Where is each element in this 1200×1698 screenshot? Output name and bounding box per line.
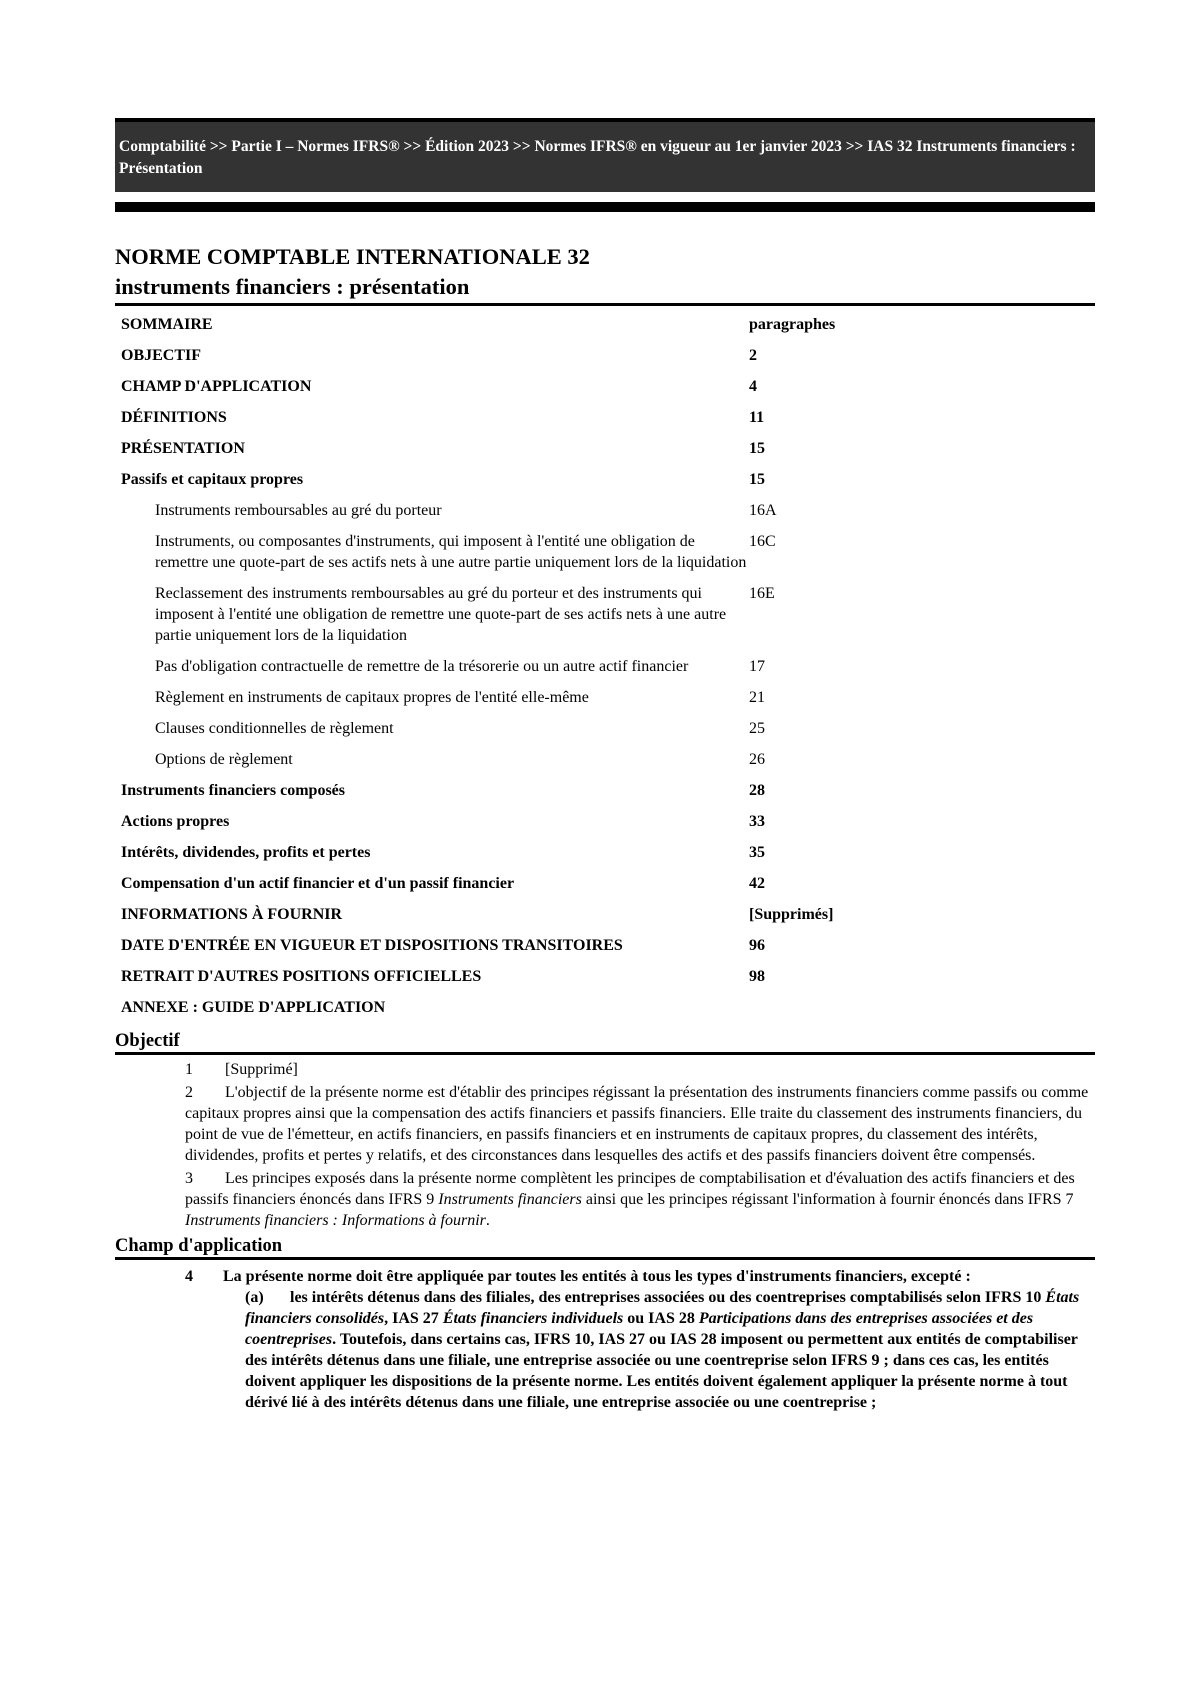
toc-header	[115, 314, 1095, 335]
toc-row	[115, 718, 1095, 739]
toc-label: Options de règlement	[155, 751, 293, 768]
toc-row	[115, 438, 1095, 459]
toc-num: 16A	[749, 502, 777, 519]
toc-num: 98	[749, 968, 765, 985]
toc-label: OBJECTIF	[121, 347, 202, 364]
paragraph-3	[115, 1168, 1095, 1231]
toc-num: 26	[749, 751, 765, 768]
toc-label: Instruments, ou composantes d'instruments, qui imposent à l'entité une obligation de remettre une quote-part de ses actifs nets à une autre partie uniquement lors de la liquidation	[155, 533, 747, 571]
paragraph-text: La présente norme doit être appliquée par toutes les entités à tous les types d'instruments financiers, excepté :	[223, 1268, 971, 1285]
toc-num: 42	[749, 875, 765, 892]
toc-label: Règlement en instruments de capitaux propres de l'entité elle-même	[155, 689, 589, 706]
list-label: (a)	[245, 1289, 264, 1306]
toc-num: 28	[749, 782, 765, 799]
standard-title: États financiers consolidés	[245, 1289, 1080, 1327]
standard-title: Participations dans des entreprises associées et des coentreprises	[245, 1310, 1034, 1348]
toc-label: Intérêts, dividendes, profits et pertes	[121, 844, 371, 861]
title-line-1: NORME COMPTABLE INTERNATIONALE 32	[115, 244, 590, 269]
toc-row	[115, 407, 1095, 428]
toc-label: Pas d'obligation contractuelle de remettre de la trésorerie ou un autre actif financier	[155, 658, 689, 675]
toc-num: 25	[749, 720, 765, 737]
toc-row	[115, 500, 1095, 521]
section-rule	[115, 1257, 1095, 1260]
paragraph-text: les intérêts détenus dans des filiales, des entreprises associées ou des coentreprises comptabilisés selon IFRS 10	[290, 1289, 1046, 1306]
toc-num: 15	[749, 471, 765, 488]
table-of-contents	[115, 314, 1095, 1018]
title-rule	[115, 303, 1095, 306]
standard-title: Instruments financiers	[438, 1191, 582, 1208]
breadcrumb-text: Comptabilité >> Partie I – Normes IFRS® >> Édition 2023 >> Normes IFRS® en vigueur au 1er janvier 2023 >> IAS 32 Instruments financiers : Présentation	[119, 138, 1076, 177]
paragraph-text: L'objectif de la présente norme est d'établir des principes régissant la présentation des instruments financiers comme passifs ou comme capitaux propres ainsi que la compensation des actifs financiers et passifs financiers. Elle traite du classement des instruments financiers, du point de vue de l'émetteur, en actifs financiers, en passifs financiers et en instruments de capitaux propres, du classement des intérêts, dividendes, profits et pertes y relatifs, et des circonstances dans lesquelles des actifs et des passifs financiers doivent être compensés.	[185, 1084, 1089, 1164]
toc-row	[115, 583, 1095, 646]
toc-num: 11	[749, 409, 765, 426]
toc-label: Clauses conditionnelles de règlement	[155, 720, 394, 737]
section-heading-objectif: Objectif	[115, 1031, 180, 1051]
toc-row	[115, 345, 1095, 366]
page-title	[115, 242, 1095, 302]
paragraph-text: ou IAS 28	[623, 1310, 699, 1327]
paragraph-text: . Toutefois, dans certains cas, IFRS 10, IAS 27 ou IAS 28 imposent ou permettent aux entités de comptabiliser des intérêts détenus dans une filiale, une entreprise associée ou une coentreprise selon IFRS 9 ; dans ces cas, les entités doivent appliquer les dispositions de la présente norme. Les entités doivent également appliquer la présente norme à tout dérivé lié à des intérêts détenus dans une filiale, une entreprise associée ou une coentreprise ;	[245, 1331, 1078, 1411]
toc-label: Passifs et capitaux propres	[121, 471, 304, 488]
toc-row	[115, 935, 1095, 956]
toc-label: PRÉSENTATION	[121, 440, 245, 457]
toc-label: DÉFINITIONS	[121, 409, 227, 426]
toc-num: 33	[749, 813, 765, 830]
paragraph-text: Les principes exposés dans la présente norme complètent les principes de comptabilisation et d'évaluation des actifs financiers et des passifs financiers énoncés dans IFRS 9	[185, 1170, 1075, 1208]
toc-row	[115, 997, 1095, 1018]
paragraph-number: 4	[185, 1268, 193, 1285]
toc-header-label: SOMMAIRE	[121, 316, 213, 333]
toc-label: Instruments financiers composés	[121, 782, 345, 799]
toc-num: 4	[749, 378, 757, 395]
toc-header-num: paragraphes	[749, 316, 836, 333]
standard-title: États financiers individuels	[442, 1310, 624, 1327]
toc-row	[115, 531, 1095, 573]
toc-row	[115, 966, 1095, 987]
toc-label: Instruments remboursables au gré du porteur	[155, 502, 442, 519]
paragraph-text: .	[485, 1212, 490, 1229]
toc-label: ANNEXE : GUIDE D'APPLICATION	[121, 999, 386, 1016]
toc-row	[115, 656, 1095, 677]
toc-row	[115, 687, 1095, 708]
toc-label: DATE D'ENTRÉE EN VIGUEUR ET DISPOSITIONS TRANSITOIRES	[121, 937, 623, 954]
toc-num: 35	[749, 844, 765, 861]
toc-num: 15	[749, 440, 765, 457]
paragraph-text: , IAS 27	[384, 1310, 443, 1327]
standard-title: Instruments financiers : Informations à fournir	[185, 1212, 486, 1229]
toc-num: 21	[749, 689, 765, 706]
paragraph-text: [Supprimé]	[225, 1061, 298, 1078]
toc-label: INFORMATIONS À FOURNIR	[121, 906, 343, 923]
toc-num: 17	[749, 658, 765, 675]
breadcrumb	[115, 118, 1095, 192]
paragraph-4a	[115, 1287, 1095, 1413]
paragraph-number: 1	[185, 1061, 193, 1078]
paragraph-number: 3	[185, 1170, 193, 1187]
section-rule	[115, 1052, 1095, 1055]
toc-num: 16C	[749, 533, 776, 550]
toc-row	[115, 842, 1095, 863]
toc-row	[115, 376, 1095, 397]
toc-label: Reclassement des instruments remboursables au gré du porteur et des instruments qui imposent à l'entité une obligation de remettre une quote-part de ses actifs nets à une autre partie uniquement lors de la liquidation	[155, 585, 727, 644]
header-divider	[115, 202, 1095, 212]
toc-row	[115, 780, 1095, 801]
toc-num: 96	[749, 937, 765, 954]
paragraph-1	[115, 1059, 1095, 1080]
toc-label: Actions propres	[121, 813, 230, 830]
toc-row	[115, 873, 1095, 894]
paragraph-2	[115, 1082, 1095, 1166]
toc-label: Compensation d'un actif financier et d'un passif financier	[121, 875, 515, 892]
toc-label: CHAMP D'APPLICATION	[121, 378, 312, 395]
toc-row	[115, 811, 1095, 832]
toc-num: 16E	[749, 585, 775, 602]
toc-row	[115, 904, 1095, 925]
toc-row	[115, 749, 1095, 770]
toc-row	[115, 469, 1095, 490]
paragraph-number: 2	[185, 1084, 193, 1101]
toc-num: 2	[749, 347, 757, 364]
toc-label: RETRAIT D'AUTRES POSITIONS OFFICIELLES	[121, 968, 482, 985]
section-heading-champ: Champ d'application	[115, 1236, 283, 1256]
toc-num	[749, 997, 1095, 1018]
toc-num: [Supprimés]	[749, 906, 834, 923]
paragraph-4	[115, 1266, 1095, 1287]
document-page	[115, 118, 1095, 1413]
paragraph-text: ainsi que les principes régissant l'information à fournir énoncés dans IFRS 7	[581, 1191, 1074, 1208]
title-line-2: instruments financiers : présentation	[115, 274, 470, 299]
